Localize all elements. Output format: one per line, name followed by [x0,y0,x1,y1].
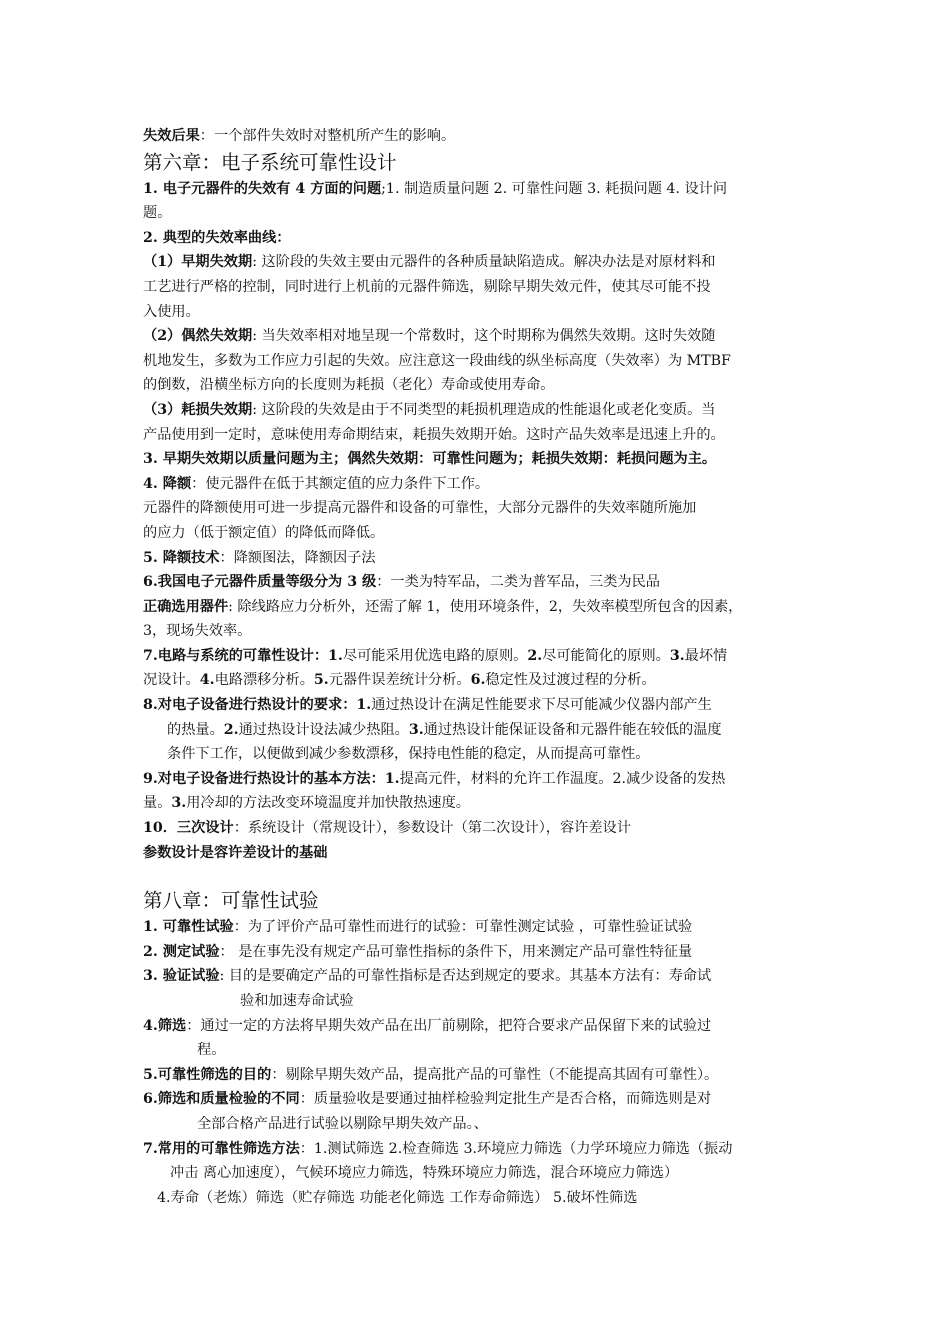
paragraph-1: 1. 电子元器件的失效有 4 方面的问题;1. 制造质量问题 2. 可靠性问题 3. 耗损问题 4. 设计问 [143,180,728,197]
test-item-3-cont: 验和加速寿命试验 [240,993,354,1009]
test-item-7: 7.常用的可靠性筛选方法：1.测试筛选 2.检查筛选 3.环境应力筛选（力学环境应力筛选（振动 [143,1140,733,1157]
paragraph-select-devices-cont: 3，现场失效率。 [143,623,252,640]
paragraph-derating-cont: 的应力（低于额定值）的降低而降低。 [143,524,385,541]
paragraph-8-cont2: 条件下工作，以便做到减少参数漂移，保持电性能的稳定，从而提高可靠性。 [167,746,650,763]
paragraph-9: 9.对电子设备进行热设计的基本方法：1.提高元件，材料的允许工作温度。2.减少设备的发热 [143,770,726,787]
paragraph-6: 6.我国电子元器件质量等级分为 3 级：一类为特军品，二类为普军品，三类为民品 [143,574,660,591]
paragraph-random-failure-cont2: 的倒数，沿横坐标方向的长度则为耗损（老化）寿命或使用寿命。 [143,377,555,394]
chapter-6-heading: 第六章：电子系统可靠性设计 [143,150,397,174]
paragraph-2: 2. 典型的失效率曲线： [143,229,291,246]
paragraph-derating: 元器件的降额使用可进一步提高元器件和设备的可靠性，大部分元器件的失效率随所施加 [143,500,697,517]
paragraph-early-failure: （1）早期失效期: 这阶段的失效主要由元器件的各种质量缺陷造成。解决办法是对原材料和 [143,254,716,271]
section-gap [143,865,813,887]
paragraph-1-cont: 题。 [143,205,172,222]
test-item-6-cont: 全部合格产品进行试验以剔除早期失效产品。、 [197,1115,488,1132]
paragraph-wearout-failure-cont: 产品使用到一定时，意味使用寿命期结束，耗损失效期开始。这时产品失效率是迅速上升的。 [143,426,725,443]
test-item-4-cont: 程。 [197,1042,226,1059]
test-item-6: 6.筛选和质量检验的不同：质量验收是要通过抽样检验判定批生产是否合格，而筛选则是对 [143,1091,712,1108]
paragraph-7-cont: 况设计。4.电路漂移分析。5.元器件误差统计分析。6.稳定性及过渡过程的分析。 [143,672,656,689]
paragraph-random-failure: （2）偶然失效期: 当失效率相对地呈现一个常数时，这个时期称为偶然失效期。这时失效随 [143,328,716,345]
paragraph-param-design: 参数设计是容许差设计的基础 [143,844,328,861]
paragraph-early-failure-cont1: 工艺进行严格的控制，同时进行上机前的元器件筛选，剔除早期失效元件，使其尽可能不投 [143,278,711,295]
paragraph-7: 7.电路与系统的可靠性设计：1.尽可能采用优选电路的原则。2.尽可能简化的原则。3.最坏情 [143,647,728,664]
paragraph-10: 10．三次设计：系统设计（常规设计），参数设计（第二次设计），容许差设计 [143,820,631,837]
test-item-1: 1. 可靠性试验：为了评价产品可靠性而进行的试验：可靠性测定试验 ，可靠性验证试验 [143,919,693,936]
chapter-8-heading: 第八章：可靠性试验 [143,889,319,913]
document-page [143,124,813,1210]
test-item-4: 4.筛选：通过一定的方法将早期失效产品在出厂前剔除，把符合要求产品保留下来的试验过 [143,1017,712,1034]
paragraph-4: 4. 降额：使元器件在低于其额定值的应力条件下工作。 [143,475,490,492]
test-item-7-cont1: 冲击 离心加速度），气候环境应力筛选，特殊环境应力筛选，混合环境应力筛选） [170,1165,679,1182]
test-item-2: 2. 测定试验： 是在事先没有规定产品可靠性指标的条件下，用来测定产品可靠性特征量 [143,943,693,960]
paragraph-8-cont1: 的热量。2.通过热设计设法减少热阻。3.通过热设计能保证设备和元器件能在较低的温度 [167,721,722,738]
paragraph-wearout-failure: （3）耗损失效期: 这阶段的失效是由于不同类型的耗损机理造成的性能退化或老化变质。当 [143,401,716,418]
paragraph-3: 3. 早期失效期以质量问题为主；偶然失效期：可靠性问题为；耗损失效期：耗损问题为主。 [143,451,717,468]
paragraph-early-failure-cont2: 入使用。 [143,303,200,320]
paragraph-failure-consequence: 失效后果：一个部件失效时对整机所产生的影响。 [143,128,456,144]
test-item-3: 3. 验证试验: 目的是要确定产品的可靠性指标是否达到规定的要求。其基本方法有：寿命试 [143,968,712,985]
test-item-7-cont2: 4.寿命（老炼）筛选（贮存筛选 功能老化筛选 工作寿命筛选） 5.破坏性筛选 [157,1189,638,1206]
paragraph-8: 8.对电子设备进行热设计的要求：1.通过热设计在满足性能要求下尽可能减少仪器内部产生 [143,697,712,714]
paragraph-random-failure-cont1: 机地发生，多数为工作应力引起的失效。应注意这一段曲线的纵坐标高度（失效率）为 MTBF [143,352,731,369]
test-item-5: 5.可靠性筛选的目的：剔除早期失效产品，提高批产品的可靠性（不能提高其固有可靠性）。 [143,1066,719,1083]
paragraph-5: 5. 降额技术：降额图法，降额因子法 [143,549,376,566]
paragraph-select-devices: 正确选用器件: 除线路应力分析外，还需了解 1，使用环境条件，2，失效率模型所包含的因素， [143,598,743,615]
paragraph-9-cont: 量。3.用冷却的方法改变环境温度并加快散热速度。 [143,795,470,812]
